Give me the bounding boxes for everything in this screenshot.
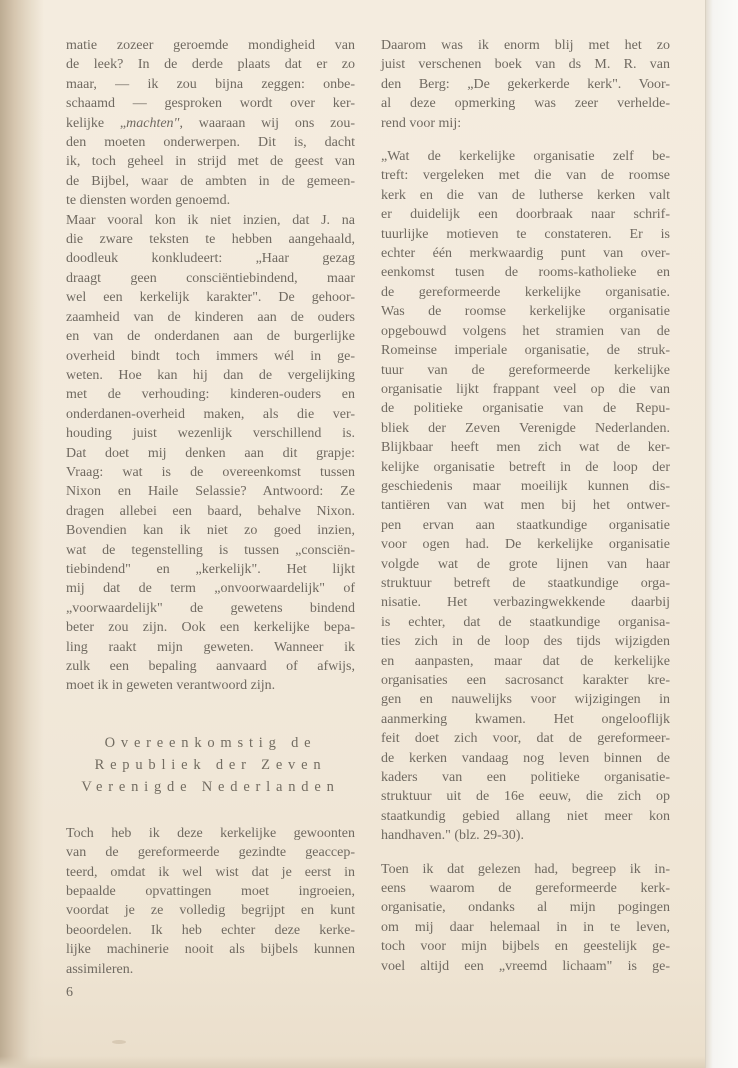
- text-line: mij dat de term „onvoorwaardelijk" of: [66, 581, 355, 597]
- text-line: zulk een bepaling aanvaard of afwijs,: [66, 659, 355, 674]
- text-line: Toch heb ik deze kerkelijke gewoonten: [66, 825, 355, 841]
- text-line: eenkomst tusen de rooms-katholieke en: [381, 265, 670, 281]
- text-line: bliek der Zeven Verenigde Nederlanden.: [381, 420, 670, 436]
- text-line: al deze opmerking was zeer verhelde-: [381, 96, 670, 112]
- paragraph: [381, 147, 670, 846]
- text-line: organisatie, ondanks al mijn pogingen: [381, 900, 670, 916]
- text-line: kaders van een politieke organisatie-: [381, 770, 670, 786]
- text-line: maar, — ik zou bijna zeggen: onbe-: [66, 76, 355, 92]
- text-line: tuurlijke motieven te constateren. Er is: [381, 226, 670, 242]
- text-line: struktuur betreft de staatkundige orga-: [381, 575, 670, 591]
- scanner-background: [705, 0, 738, 1068]
- text-line: draagt geen consciëntiebindend, maar: [66, 270, 355, 286]
- right-column-paragraphs: [381, 36, 670, 976]
- text-line: overheid bindt toch immers wél in ge-: [66, 348, 355, 364]
- paragraph: [66, 824, 355, 979]
- text-line: ik, toch geheel in strijd met de geest van: [66, 154, 355, 170]
- text-line: organisatie lijkt frappant veel op die van: [381, 381, 670, 397]
- text-line: handhaven." (blz. 29-30).: [381, 828, 524, 844]
- scan-speck: [112, 1040, 126, 1044]
- text-line: kelijke „machten", waaraan wij ons zou-: [66, 115, 356, 131]
- text-line: beoordelen. Ik heb echter deze kerke-: [66, 922, 355, 938]
- text-line: Dat doet mij denken aan dit grapje:: [66, 445, 355, 461]
- text-line: Republiek der Zeven: [94, 756, 327, 773]
- text-line: te diensten worden genoemd.: [66, 193, 231, 209]
- text-line: echter één merkwaardig punt van over-: [381, 246, 670, 262]
- text-line: aanmerking kwamen. Het ongelooflijk: [381, 711, 670, 727]
- text-line: weten. Hoe kan hij dan de vergelijking: [66, 367, 355, 383]
- page-gutter-shadow: [0, 0, 44, 1068]
- text-line: juist verschenen boek van ds M. R. van: [381, 57, 670, 73]
- text-line: lijke machinerie nooit als bijbels kunnen: [66, 942, 355, 958]
- text-line: voor ogen had. De kerkelijke organisatie: [381, 537, 670, 553]
- text-line: kelijke organisatie betreft in de loop der: [381, 459, 670, 475]
- text-line: struktuur uit de 16e eeuw, die zich op: [381, 789, 670, 805]
- text-line: ties zich in de loop des tijds wijzigden: [381, 634, 670, 650]
- text-line: „voorwaardelijk" de gewetens bindend: [66, 600, 355, 616]
- page-bottom-edge: [0, 1056, 705, 1068]
- text-line: kerk en die van de lutherse kerken valt: [381, 187, 670, 203]
- text-line: de politieke organisatie van de Repu-: [381, 401, 670, 417]
- text-line: de Bijbel, waar de ambten in de gemeen-: [66, 173, 355, 189]
- text-line: de leek? In de derde plaats dat er zo: [66, 57, 355, 73]
- text-line: dragen allebei een baard, behalve Nixon.: [66, 503, 355, 519]
- text-line: met de verhouding: kinderen-ouders en: [66, 387, 355, 403]
- text-line: die zware teksten te hebben aangehaald,: [66, 232, 355, 248]
- text-line: den Berg: „De gekerkerde kerk". Voor-: [381, 76, 670, 92]
- text-line: toch voor mijn bijbels en geestelijk ge-: [381, 939, 670, 955]
- text-line: Bovendien kan ik niet zo goed inzien,: [66, 523, 355, 539]
- section-heading: [66, 732, 355, 798]
- text-line: moet ik in geweten verantwoord zijn.: [66, 678, 276, 694]
- text-line: om mij daar helemaal in in te leven,: [381, 919, 670, 935]
- text-line: onderdanen-overheid maken, als die ver-: [66, 406, 355, 422]
- left-column-paragraphs: [66, 36, 355, 979]
- text-line: treft: vergeleken met die van de roomse: [381, 168, 670, 184]
- text-line: de kerken vandaag nog leven binnen de: [381, 750, 670, 766]
- text-line: Blijkbaar heeft men zich wat de ker-: [381, 440, 670, 456]
- text-line: matie zozeer geroemde mondigheid van: [66, 38, 355, 53]
- text-line: Overeenkomstig de: [104, 734, 317, 751]
- text-line: houding juist wezenlijk verschillend is.: [66, 426, 355, 442]
- text-line: bepaalde opvattingen moet ingroeien,: [66, 884, 355, 900]
- right-column: [381, 36, 670, 1002]
- text-line: assimileren.: [66, 961, 134, 977]
- text-line: pen ervan aan staatkundige organisatie: [381, 517, 670, 533]
- text-line: eens waarom de gereformeerde kerk-: [381, 881, 670, 897]
- text-line: Nixon en Haile Selassie? Antwoord: Ze: [66, 484, 355, 500]
- paragraph: [381, 860, 670, 976]
- text-line: tuur van de gereformeerde kerkelijke: [381, 362, 670, 378]
- text-line: feit doet zich voor, dat de gereformeer-: [381, 731, 670, 747]
- text-line: tantiëren van wat men bij het ontwer-: [381, 498, 670, 514]
- text-line: Vraag: wat is de overeenkomst tussen: [66, 464, 355, 480]
- text-line: voordat je ze volledig begrijpt en kunt: [66, 903, 355, 919]
- text-line: Toen ik dat gelezen had, begreep ik in-: [381, 861, 670, 877]
- text-line: voel altijd een „vreemd lichaam" is ge-: [381, 958, 670, 974]
- text-line: doodleuk konkludeert: „Haar gezag: [66, 251, 355, 267]
- text-line: en aanpasten, maar dat de kerkelijke: [381, 653, 670, 669]
- paragraph: [66, 211, 355, 696]
- text-line: staatkundig gebied allang niet meer kon: [381, 808, 670, 824]
- text-line: opgebouwd volgens het stramien van de: [381, 323, 670, 339]
- text-line: Daarom was ik enorm blij met het zo: [381, 38, 670, 53]
- paragraph: [66, 36, 355, 211]
- text-line: rend voor mij:: [381, 115, 462, 131]
- text-line: zaamheid van de kinderen aan de ouders: [66, 309, 355, 325]
- text-line: tiebindend" en „kerkelijk". Het lijkt: [66, 561, 355, 577]
- text-line: Maar vooral kon ik niet inzien, dat J. na: [66, 212, 355, 228]
- text-line: geschiedenis maar moeilijk kunnen dis-: [381, 478, 670, 494]
- text-line: teerd, omdat ik wel wist dat je eerst in: [66, 864, 355, 880]
- text-line: beter zou zijn. Ook een kerkelijke bepa-: [66, 620, 355, 636]
- text-line: ling raakt mijn geweten. Wanneer ik: [66, 639, 355, 655]
- text-line: Was de roomse kerkelijke organisatie: [381, 304, 670, 320]
- text-line: schaamd — gesproken wordt over ker-: [66, 96, 355, 112]
- text-line: volgde wat de grote lijnen van haar: [381, 556, 670, 572]
- page-number: 6: [66, 985, 73, 1001]
- text-line: wel een kerkelijk karakter". De gehoor-: [66, 290, 355, 306]
- text-line: en van de onderdanen aan de burgerlijke: [66, 329, 355, 345]
- text-line: is echter, dat de staatkundige organisa-: [381, 614, 670, 630]
- text-line: Romeinse imperiale organisatie, de struk-: [381, 343, 670, 359]
- text-line: den moeten onderwerpen. Dit is, dacht: [66, 135, 355, 151]
- text-line: de gereformeerde kerkelijke organisatie.: [381, 284, 670, 300]
- text-line: nisatie. Het verbazingwekkende daarbij: [381, 595, 670, 611]
- text-line: „Wat de kerkelijke organisatie zelf be-: [381, 149, 670, 165]
- left-column: [66, 36, 355, 1002]
- text-line: er duidelijk een doorbraak naar schrif-: [381, 207, 670, 223]
- text-line: van de gereformeerde gezindte geaccep-: [66, 845, 355, 861]
- text-line: wat de tegenstelling is tussen „consciën-: [66, 542, 355, 558]
- text-line: organisaties een sacrosanct karakter kre-: [381, 673, 670, 688]
- text-line: gen en nauwelijks voor wijzigingen in: [381, 692, 670, 708]
- paragraph: [381, 36, 670, 133]
- text-line: Verenigde Nederlanden: [81, 778, 340, 795]
- text-columns: [66, 36, 670, 1002]
